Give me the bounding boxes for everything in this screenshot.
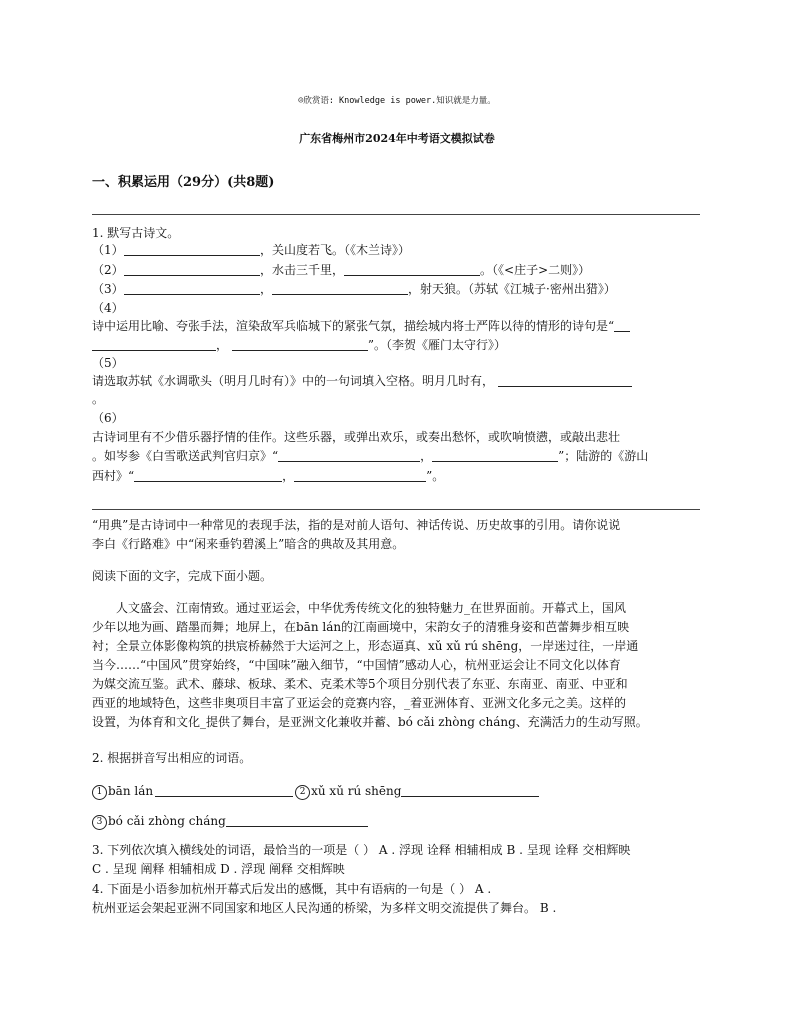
item-text: 西村》“: [92, 469, 135, 483]
item-text: 。（《<庄子>二则》）: [480, 263, 591, 277]
section-heading: 一、积累运用（29分）(共8题): [92, 175, 275, 190]
circled-number: 2: [295, 785, 310, 800]
answer-blank[interactable]: [294, 467, 426, 482]
item-text: ”。: [426, 469, 445, 483]
q2-heading: 2. 根据拼音写出相应的词语。: [92, 751, 252, 765]
passage-line: 设置，为体育和文化_提供了舞台，是亚洲文化兼收并蓄、bó cǎi zhòng cháng、充满活力的生动写照。: [92, 715, 648, 729]
q1-item-1: [92, 240, 700, 260]
answer-blank[interactable]: [401, 782, 539, 797]
answer-blank[interactable]: [498, 372, 632, 387]
divider: [92, 214, 700, 215]
passage-line: 西亚的地域特色，这些非奥项目丰富了亚运会的竞赛内容，_着亚洲体育、亚洲文化多元之美。这样的: [92, 696, 627, 710]
q1-item-4-number: （4）: [92, 301, 124, 315]
q1-heading: 1. 默写古诗文。: [92, 226, 180, 240]
allusion-question-line2: 李白《行路难》中“闲来垂钓碧溪上”暗含的典故及其用意。: [92, 537, 405, 551]
item-text: 诗中运用比喻、夸张手法，渲染敌军兵临城下的紧张气氛，描绘城内将士严阵以待的情形的诗句是“: [92, 319, 615, 333]
q1-item-6-line1: 古诗词里有不少借乐器抒情的佳作。这些乐器，或弹出欢乐，或奏出愁怀，或吹响愤懑，或敲出悲壮: [92, 430, 621, 444]
q3-line1: 3. 下列依次填入横线处的词语，最恰当的一项是（ ） A . 浮现 诠释 相辅相成 B . 呈现 诠释 交相辉映: [92, 843, 631, 857]
q4-line2: 杭州亚运会架起亚洲不同国家和地区人民沟通的桥梁，为多样文明交流提供了舞台。 B .: [92, 901, 557, 915]
q2-items-row1: [92, 781, 700, 801]
answer-blank[interactable]: [124, 261, 260, 276]
answer-blank[interactable]: [614, 317, 630, 332]
q1-item-3: [92, 279, 700, 299]
answer-blank[interactable]: [432, 447, 558, 462]
answer-blank[interactable]: [134, 467, 282, 482]
circled-number: 1: [92, 785, 107, 800]
q1-item-5-number: （5）: [92, 356, 124, 370]
item-text: ，: [260, 282, 273, 296]
item-text: ，关山度若飞。（《木兰诗》）: [260, 243, 411, 257]
q4-line1: 4. 下面是小语参加杭州开幕式后发出的感慨，其中有语病的一句是（ ） A .: [92, 882, 492, 896]
passage-line: 衬；全景立体影像构筑的拱宸桥赫然于大运河之上，形态逼真、xǔ xǔ rú shēng，一岸迷过往，一岸通: [92, 639, 639, 653]
answer-blank[interactable]: [344, 261, 480, 276]
passage-line: 当今……“中国风”贯穿始终，“中国味”融入细节，“中国情”感动人心，杭州亚运会让不同文化以体育: [92, 658, 621, 672]
item-text: 请选取苏轼《水调歌头（明月几时有）》中的一句词填入空格。明月几时有，: [92, 374, 495, 388]
item-text: ”；陆游的《游山: [558, 449, 649, 463]
item-number: （3）: [92, 282, 124, 296]
divider: [92, 509, 700, 510]
q1-item-4-answer: [92, 335, 700, 355]
item-number: （1）: [92, 243, 124, 257]
item-text: ，: [420, 449, 433, 463]
q1-item-5-end: 。: [92, 392, 105, 406]
q1-item-2: [92, 260, 700, 280]
item-text: ，水击三千里，: [260, 263, 345, 277]
q1-item-6-line2: [92, 446, 700, 466]
exam-title: 广东省梅州市2024年中考语文模拟试卷: [299, 132, 495, 145]
allusion-question-line1: “用典”是古诗词中一种常见的表现手法，指的是对前人语句、神话传说、历史故事的引用。请你说说: [92, 518, 621, 532]
item-text: ”。（李贺《雁门太守行》）: [367, 338, 506, 352]
passage-line: 为媒交流互鉴。武术、藤球、板球、柔术、克柔术等5个项目分别代表了东亚、东南亚、南亚、中亚和: [92, 677, 628, 691]
answer-blank[interactable]: [232, 336, 368, 351]
item-number: （2）: [92, 263, 124, 277]
item-text: ，: [282, 469, 295, 483]
passage-line: 少年以地为画、踏墨而舞；地屏上，在bān lán的江南画境中，宋韵女子的清雅身姿和芭蕾舞步相互映: [92, 620, 630, 634]
passage-line: 人文盛会、江南情致。通过亚运会，中华优秀传统文化的独特魅力_在世界面前。开幕式上，国风: [116, 601, 627, 615]
item-text: ，: [216, 338, 229, 352]
q1-item-5-text: [92, 371, 700, 391]
q3-line2: C . 呈现 阐释 相辅相成 D . 浮现 阐释 交相辉映: [92, 862, 345, 876]
item-text: 。如岑参《白雪歌送武判官归京》“: [92, 449, 279, 463]
answer-blank[interactable]: [226, 812, 368, 827]
answer-blank[interactable]: [272, 280, 408, 295]
circled-number: 3: [92, 815, 107, 830]
reading-intro: 阅读下面的文字，完成下面小题。: [92, 569, 273, 583]
answer-blank[interactable]: [124, 241, 260, 256]
q1-item-6-number: （6）: [92, 411, 124, 425]
answer-blank[interactable]: [278, 447, 420, 462]
pinyin-text: xǔ xǔ rú shēng: [311, 784, 402, 798]
answer-blank[interactable]: [155, 782, 293, 797]
q1-item-6-line3: [92, 466, 700, 486]
pinyin-text: bān lán: [108, 784, 154, 798]
item-text: ，射天狼。（苏轼《江城子·密州出猎》）: [408, 282, 616, 296]
page-motto: ☺欣赏语: Knowledge is power.知识就是力量。: [298, 96, 496, 106]
q2-items-row2: [92, 811, 700, 831]
q1-item-4-text: [92, 316, 700, 336]
answer-blank[interactable]: [92, 336, 216, 351]
answer-blank[interactable]: [124, 280, 260, 295]
pinyin-text: bó cǎi zhòng cháng: [108, 814, 226, 828]
